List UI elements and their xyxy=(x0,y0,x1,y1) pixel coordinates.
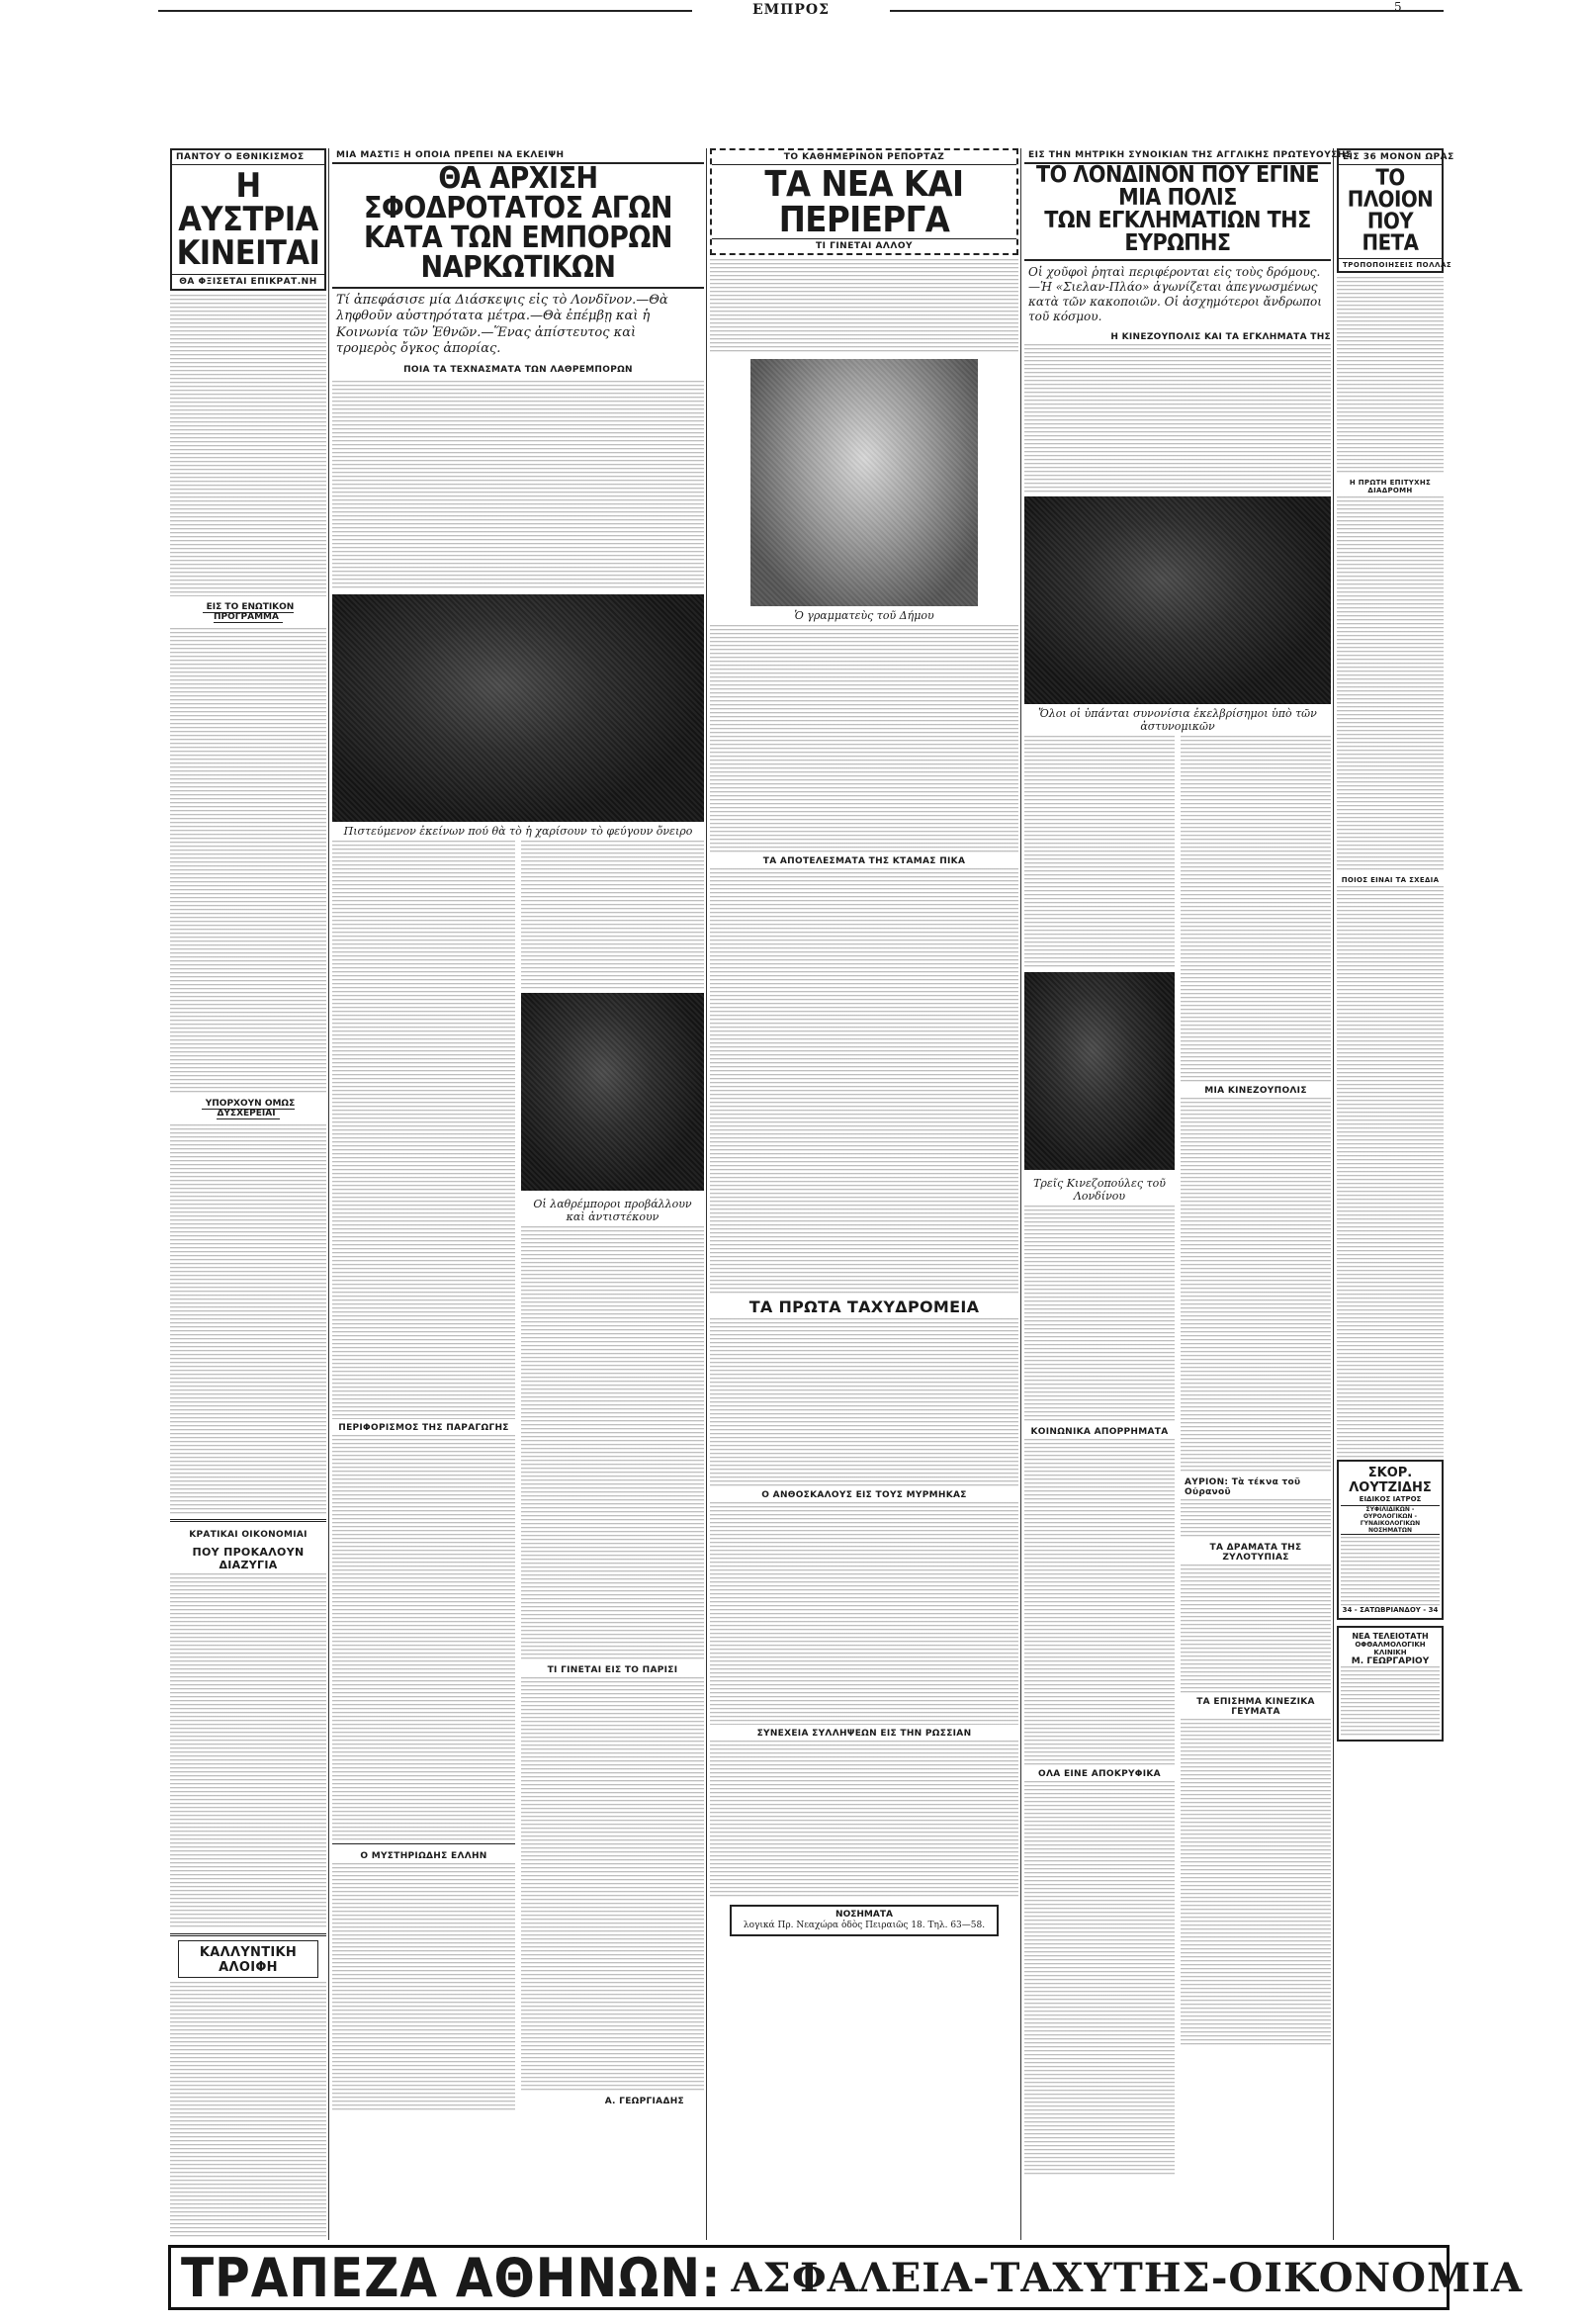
greek-subheading: Ο ΜΥΣΤΗΡΙΩΔΗΣ ΕΛΛΗΝ xyxy=(360,1851,487,1861)
narcotics-headline-1: ΘΑ ΑΡΧΙΣΗ ΣΦΟΔΡΟΤΑΤΟΣ ΑΓΩΝ xyxy=(332,162,704,223)
eye-clinic-title: ΟΦΘΑΛΜΟΛΟΓΙΚΗ ΚΛΙΝΙΚΗ xyxy=(1355,1641,1426,1656)
chinese-girls-photo xyxy=(1024,972,1175,1170)
section-heading: ΥΠΟΡΧΟΥΝ ΟΜΩΣ ΔΥΣΧΕΡΕΙΑΙ xyxy=(170,1099,326,1118)
smugglers-photo xyxy=(332,594,704,822)
news-headline-box xyxy=(710,148,1018,255)
article-text xyxy=(1024,1781,1175,2177)
austria-headline-box xyxy=(170,148,326,291)
doctor-ad xyxy=(1337,1460,1444,1620)
eye-clinic-ad xyxy=(1337,1626,1444,1742)
london-kicker: ΕΙΣ ΤΗΝ ΜΗΤΡΙΚΗ ΣΥΝΟΙΚΙΑΝ ΤΗΣ ΑΓΓΛΙΚΗΣ ΠΡΩΤΕΥΟΥΣΗΣ xyxy=(1028,150,1353,160)
bank-name: ΤΡΑΠΕΖΑ ΑΘΗΝΩΝ: xyxy=(181,2246,722,2309)
london-deck: Οἱ χοῦφοὶ ῥηταὶ περιφέρονται εἰς τοὺς δρόμους.—Ἡ «Σιελαν-Πλάο» ἀγωνίζεται ἀπεγνωσμένως κατὰ τῶν κακοποιῶν. Οἱ ἀσχημότεροι ἄνδρωποι τοῦ κόσμου. xyxy=(1028,265,1322,323)
page-number: 5 xyxy=(1394,0,1402,14)
social-secrets-subheading: ΚΟΙΝΩΝΙΚΑ ΑΠΟΡΡΗΜΑΤΑ xyxy=(1030,1427,1169,1437)
article-text xyxy=(332,1435,515,1840)
article-text xyxy=(710,259,1018,353)
article-text xyxy=(1024,1206,1175,1423)
airship-sub-kicker: ΤΡΟΠΟΠΟΙΗΣΕΙΣ ΠΟΛΛΑΣ xyxy=(1339,258,1442,271)
austria-headline-2: ΚΙΝΕΙΤΑΙ xyxy=(176,233,320,273)
article-text xyxy=(1181,1098,1331,1474)
article-text xyxy=(710,1741,1018,1899)
production-subheading: ΠΕΡΙΦΟΡΙΣΜΟΣ ΤΗΣ ΠΑΡΑΓΩΓΗΣ xyxy=(338,1423,509,1433)
cosmetic-heading: ΚΑΛΛΥΝΤΙΚΗ ΑΛΟΙΦΗ xyxy=(178,1940,318,1978)
article-text xyxy=(1337,496,1444,872)
airship-headline-1: ΤΟ ΠΛΟΙΟΝ xyxy=(1347,166,1434,213)
article-text xyxy=(710,1318,1018,1486)
narcotics-kicker: ΜΙΑ ΜΑΣΤΙΞ Η ΟΠΟΙΑ ΠΡΕΠΕΙ ΝΑ ΕΚΛΕΙΨΗ xyxy=(336,150,565,160)
results-subheading: ΤΑ ΑΠΟΤΕΛΕΣΜΑΤΑ ΤΗΣ ΚΤΑΜΑΣ ΠΙΚΑ xyxy=(762,856,966,866)
column-2 xyxy=(332,148,704,2240)
column-rule xyxy=(706,148,707,2240)
london-headline-2: ΤΩΝ ΕΓΚΛΗΜΑΤΙΩΝ ΤΗΣ ΕΥΡΩΠΗΣ xyxy=(1024,210,1331,261)
article-text xyxy=(710,868,1018,1294)
article-text xyxy=(521,841,704,989)
article-text xyxy=(1181,736,1331,1082)
column-rule xyxy=(1020,148,1021,2240)
post-offices-subheading: ΤΑ ΠΡΩΤΑ ΤΑΧΥΔΡΟΜΕΙΑ xyxy=(748,1297,980,1316)
column-5 xyxy=(1337,148,1454,2240)
doctor-name: ΣΚΟΡ. ΛΟΥΤΖΙΔΗΣ xyxy=(1349,1466,1432,1495)
chinese-meals-subheading: ΤΑ ΕΠΙΣΗΜΑ ΚΙΝΕΖΙΚΑ ΓΕΥΜΑΤΑ xyxy=(1196,1697,1315,1717)
secretary-portrait xyxy=(750,359,978,606)
chinatown-subheading: Η ΚΙΝΕΖΟΥΠΟΛΙΣ ΚΑΙ ΤΑ ΕΓΚΛΗΜΑΤΑ ΤΗΣ xyxy=(1110,332,1331,342)
article-text xyxy=(170,628,326,1093)
courtyard-photo-caption: Οἱ λαθρέμποροι προβάλλουν καὶ ἀντιστέκουν xyxy=(533,1198,692,1223)
chinese-girls-caption: Τρεῖς Κινεζοπούλες τοῦ Λονδίνου xyxy=(1033,1177,1166,1203)
austria-sub-kicker: ΘΑ ΦΞΙΣΕΤΑΙ ΕΠΙΚΡΑΤ.ΝΗ xyxy=(172,274,324,289)
divorce-heading: ΠΟΥ ΠΡΟΚΑΛΟΥΝ ΔΙΑΖΥΓΙΑ xyxy=(192,1546,305,1571)
eye-clinic-name: Μ. ΓΕΩΡΓΑΡΙΟΥ xyxy=(1351,1656,1430,1666)
narcotics-subheading: ΠΟΙΑ ΤΑ ΤΕΧΝΑΣΜΑΤΑ ΤΩΝ ΛΑΘΡΕΜΠΟΡΩΝ xyxy=(403,365,633,375)
airship-headline-box xyxy=(1337,148,1454,273)
column-3 xyxy=(710,148,1018,2240)
bank-slogan: ΑΣΦΑΛΕΙΑ-ΤΑΧΥΤΗΣ-ΟΙΚΟΝΟΜΙΑ xyxy=(731,2254,1524,2301)
news-headline-2: ΠΕΡΙΕΡΓΑ xyxy=(778,200,950,240)
clinic-ad-title: ΝΟΣΗΜΑΤΑ xyxy=(835,1910,893,1920)
article-text xyxy=(710,1502,1018,1725)
doctor-specialty: ΣΥΦΙΛΙΔΙΚΩΝ - ΟΥΡΟΛΟΓΙΚΩΝ - ΓΥΝΑΙΚΟΛΟΓΙΚΩΝ ΝΟΣΗΜΑΤΩΝ xyxy=(1341,1505,1440,1535)
narcotics-deck: Τί ἀπεφάσισε μία Διάσκεψις εἰς τὸ Λονδῖνον.—Θὰ ληφθοῦν αὐστηρότατα μέτρα.—Θὰ ἐπέμβῃ καὶ ἡ Κοινωνία τῶν Ἐθνῶν.—Ἕνας ἀπίστευτος καὶ τρομερὸς ὄγκος ἀπορίας. xyxy=(336,293,668,356)
london-headline-1: ΤΟ ΛΟΝΔΙΝΟΝ ΠΟΥ ΕΓΙΝΕ ΜΙΑ ΠΟΛΙΣ xyxy=(1024,162,1331,210)
article-text xyxy=(521,1226,704,1661)
first-flight-subheading: Η ΠΡΩΤΗ ΕΠΙΤΥΧΗΣ ΔΙΑΔΡΟΜΗ xyxy=(1349,479,1432,494)
austria-kicker: ΠΑΝΤΟΥ Ο ΕΘΝΙΚΙΣΜΟΣ xyxy=(172,150,324,165)
smugglers-photo-caption: Πιστεύμενον ἐκείνων πού θὰ τὸ ἡ χαρίσουν τὸ φεύγουν ὄνειρο xyxy=(343,825,693,838)
police-photo-caption: Ὅλοι οἱ ὑπάνται συνονίσια ἐκελβρίσημοι ὑπὸ τῶν ἀστυνομικῶν xyxy=(1038,707,1317,733)
doctor-role: ΕΙΔΙΚΟΣ ΙΑΤΡΟΣ xyxy=(1359,1495,1422,1503)
article-text xyxy=(1181,1499,1331,1539)
column-rule xyxy=(328,148,329,2240)
police-photo xyxy=(1024,496,1331,704)
narcotics-headline-2: ΚΑΤΑ ΤΩΝ ΕΜΠΟΡΩΝ ΝΑΡΚΩΤΙΚΩΝ xyxy=(332,223,704,289)
courtyard-photo xyxy=(521,993,704,1191)
article-text xyxy=(1181,1719,1331,2045)
masthead-title: ΕΜΠΡΟΣ xyxy=(692,2,890,18)
jealousy-subheading: ΤΑ ΔΡΑΜΑΤΑ ΤΗΣ ΖΥΛΟΤΥΠΙΑΣ xyxy=(1209,1543,1302,1563)
economy-kicker: ΚΡΑΤΙΚΑΙ ΟΙΚΟΝΟΜΙΑΙ xyxy=(189,1530,308,1540)
ad-text xyxy=(1341,1666,1440,1736)
article-text xyxy=(1024,1439,1175,1765)
russia-subheading: ΣΥΝΕΧΕΙΑ ΣΥΛΛΗΨΕΩΝ ΕΙΣ ΤΗΝ ΡΩΣΣΙΑΝ xyxy=(756,1729,972,1739)
article-text xyxy=(170,1573,326,1929)
clinic-ad-small xyxy=(730,1905,999,1936)
airship-headline-2: ΠΟΥ ΠΕΤΑ xyxy=(1362,210,1419,256)
article-text xyxy=(332,1863,515,2110)
austria-headline-1: Η ΑΥΣΤΡΙΑ xyxy=(178,166,318,239)
eye-clinic-kicker: ΝΕΑ ΤΕΛΕΙΟΤΑΤΗ xyxy=(1352,1632,1429,1641)
news-kicker: ΤΟ ΚΑΘΗΜΕΡΙΝΟΝ ΡΕΠΟΡΤΑΖ xyxy=(712,150,1016,165)
tomorrow-subheading: ΑΥΡΙΟΝ: Τὰ τέκνα τοῦ Οὐρανοῦ xyxy=(1185,1477,1301,1497)
article-text xyxy=(1181,1564,1331,1693)
article-signature: Α. ΓΕΩΡΓΙΑΔΗΣ xyxy=(604,2097,684,2106)
article-text xyxy=(1337,277,1444,475)
ants-subheading: Ο ΑΝΘΟΣΚΑΛΟΥΣ ΕΙΣ ΤΟΥΣ ΜΥΡΜΗΚΑΣ xyxy=(761,1490,967,1500)
article-text xyxy=(1337,886,1444,1460)
column-1 xyxy=(170,148,326,2240)
column-4 xyxy=(1024,148,1353,2240)
section-heading: ΕΙΣ ΤΟ ΕΝΩΤΙΚΟΝ ΠΡΟΓΡΑΜΜΑ xyxy=(170,602,326,622)
article-text xyxy=(170,295,326,596)
ad-text xyxy=(1341,1537,1440,1606)
paris-subheading: ΤΙ ΓΙΝΕΤΑΙ ΕΙΣ ΤΟ ΠΑΡΙΣΙ xyxy=(547,1665,678,1675)
article-text xyxy=(710,625,1018,852)
article-text xyxy=(170,1982,326,2239)
plans-subheading: ΠΟΙΟΣ ΕΙΝΑΙ ΤΑ ΣΧΕΔΙΑ xyxy=(1341,876,1440,884)
article-text xyxy=(170,1124,326,1515)
secretary-portrait-caption: Ὁ γραμματεὺς τοῦ Δήμου xyxy=(794,609,934,622)
news-headline-1: ΤΑ ΝΕΑ ΚΑΙ xyxy=(764,164,964,205)
bank-banner xyxy=(168,2245,1524,2310)
column-rule xyxy=(1333,148,1334,2240)
article-text xyxy=(1024,344,1331,492)
news-sub-kicker: ΤΙ ΓΙΝΕΤΑΙ ΑΛΛΟΥ xyxy=(712,238,1016,253)
article-text xyxy=(332,841,515,1419)
clinic-ad-text: λογικά Πρ. Νεαχώρα ὁδὸς Πειραιῶς 18. Τηλ. 63—58. xyxy=(743,1921,986,1930)
chinatown-2-subheading: ΜΙΑ ΚΙΝΕΖΟΥΠΟΛΙΣ xyxy=(1204,1086,1307,1096)
article-text xyxy=(1024,736,1175,968)
article-text xyxy=(332,381,704,588)
doctor-address: 34 - ΣΑΤΩΒΡΙΑΝΔΟΥ - 34 xyxy=(1342,1606,1439,1614)
airship-kicker: ΕΙΣ 36 ΜΟΝΟΝ ΩΡΑΣ xyxy=(1339,150,1442,165)
occult-subheading: ΟΛΑ ΕΙΝΕ ΑΠΟΚΡΥΦΙΚΑ xyxy=(1038,1769,1161,1779)
article-text xyxy=(521,1677,704,2093)
